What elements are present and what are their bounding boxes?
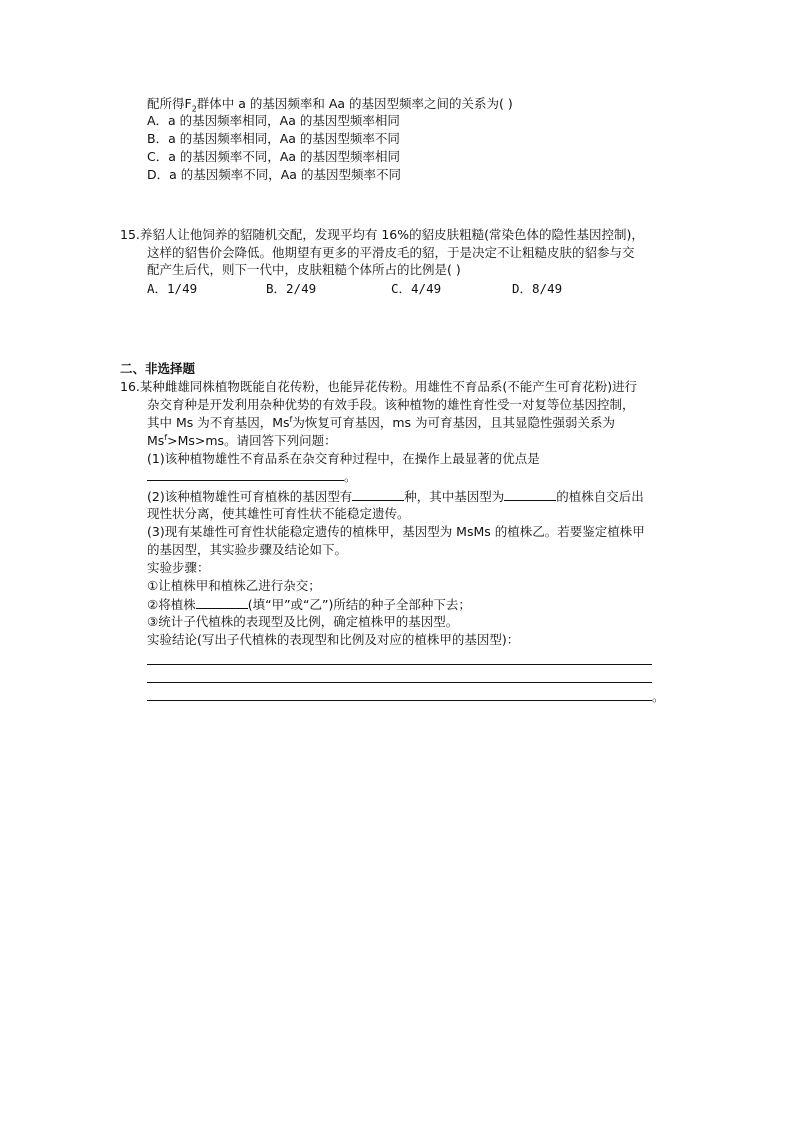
q16-intro-line-3: 其中 Ms 为不育基因，Ms$^f$为恢复可育基因，ms 为可育基因，且其显隐性强弱关系为 — [147, 414, 616, 430]
q14-option-b: B．a 的基因频率相同，Aa 的基因型频率不同 — [147, 131, 400, 146]
q16-intro-line-1: 16.某种雌雄同株植物既能自花传粉，也能异花传粉。用雄性不育品系(不能产生可育花粉)进行 — [120, 379, 638, 394]
q14-option-c: C．a 的基因频率不同，Aa 的基因型频率相同 — [147, 149, 401, 164]
q15-stem-line-3: 配产生后代，则下一代中，皮肤粗糙个体所占的比例是( ) — [147, 262, 461, 277]
q16-intro-line-4: $Ms^f>Ms>ms$。请回答下列问题： — [147, 432, 337, 448]
q16-step-3: ③统计子代植株的表现型及比例，确定植株甲的基因型。 — [147, 614, 459, 629]
q16-part2-line-1: (2)该种植物雄性可育植株的基因型有 种，其中基因型为 的植株自交后出 — [147, 489, 644, 504]
q15-option-d: D．8/49 — [512, 281, 563, 296]
q14-option-a: A．a 的基因频率相同，Aa 的基因型频率相同 — [147, 113, 400, 128]
q15-stem-line-1: 15.养貂人让他饲养的貂随机交配，发现平均有 16%的貂皮肤粗糙(常染色体的隐性基因控制)， — [120, 227, 644, 242]
q16-conclusion-answer-line-2[interactable] — [147, 682, 652, 683]
q16-part2-blank-count[interactable] — [352, 487, 404, 501]
q16-part3-line-1: (3)现有某雄性可育性状能稳定遗传的植株甲，基因型为 MsMs 的植株乙。若要鉴定植株甲 — [147, 524, 645, 539]
q16-intro-line-2: 杂交育种是开发利用杂种优势的有效手段。该种植物的雄性育性受一对复等位基因控制， — [147, 397, 635, 412]
q16-part1-blank[interactable] — [147, 467, 344, 481]
q15-option-b: B．2/49 — [266, 281, 317, 296]
section-heading-non-choice: 二、非选择题 — [120, 361, 196, 376]
q16-step-2: ②将植株 (填“甲”或“乙”)所结的种子全部种下去； — [147, 597, 471, 612]
q16-part3-line-2: 的基因型，其实验步骤及结论如下。 — [147, 542, 348, 557]
q15-stem-line-2: 这样的貂售价会降低。他期望有更多的平滑皮毛的貂，于是决定不让粗糙皮肤的貂参与交 — [147, 245, 635, 260]
q16-part1-answer-line: 。 — [147, 467, 357, 485]
q15-option-c: C．4/49 — [391, 281, 442, 296]
q16-step-1: ①让植株甲和植株乙进行杂交； — [147, 578, 321, 593]
q16-step2-blank[interactable] — [196, 595, 248, 609]
q15-option-a: A．1/49 — [147, 281, 198, 296]
q16-conclusion-end-mark: 。 — [652, 689, 665, 704]
q16-part2-line-2: 现性状分离，使其雄性可育性状不能稳定遗传。 — [147, 506, 410, 521]
q16-conclusion-title: 实验结论(写出子代植株的表现型和比例及对应的植株甲的基因型)： — [147, 632, 520, 647]
q16-part1-text: (1)该种植物雄性不育品系在杂交育种过程中，在操作上最显著的优点是 — [147, 451, 540, 466]
q16-conclusion-answer-line-3[interactable] — [147, 700, 652, 701]
q14-stem-continuation: 配所得$F_2$群体中 a 的基因频率和 Aa 的基因型频率之间的关系为( ) — [147, 96, 513, 114]
q14-option-d: D．a 的基因频率不同，Aa 的基因型频率不同 — [147, 167, 401, 182]
q16-part2-blank-genotype[interactable] — [504, 487, 556, 501]
q16-conclusion-answer-line-1[interactable] — [147, 664, 652, 665]
q16-steps-title: 实验步骤： — [147, 560, 210, 575]
